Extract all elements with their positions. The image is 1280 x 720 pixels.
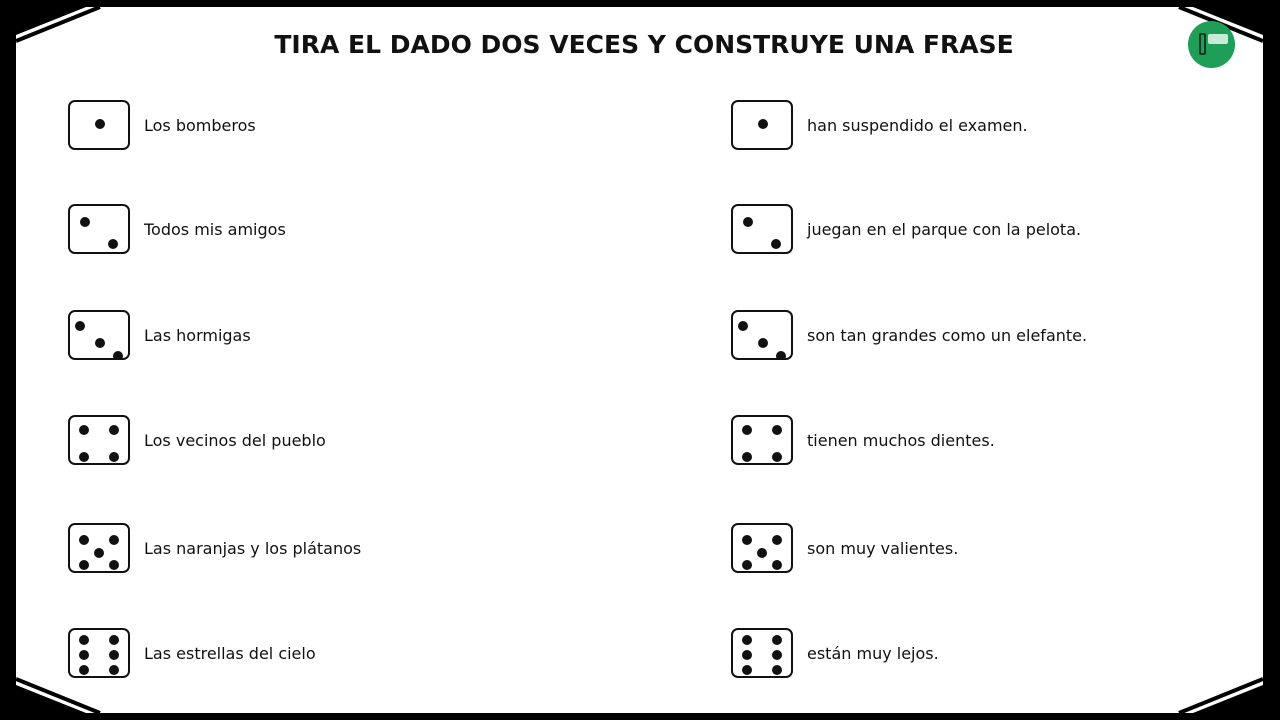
die-face-3 <box>68 310 130 360</box>
die-pip <box>772 650 782 660</box>
die-face-1 <box>68 100 130 150</box>
subject-row <box>68 627 316 679</box>
die-pip <box>79 425 89 435</box>
die-pip <box>79 560 89 570</box>
phrase-text: son tan grandes como un elefante. <box>807 325 1088 345</box>
phrase-text: Todos mis amigos <box>144 219 286 239</box>
die-pip <box>772 535 782 545</box>
die-pip <box>776 351 786 360</box>
phrase-text: Los bomberos <box>144 115 256 135</box>
die-pip <box>772 452 782 462</box>
page-title: TIRA EL DADO DOS VECES Y CONSTRUYE UNA FRASE <box>274 30 1014 59</box>
die-pip <box>94 548 104 558</box>
die-pip <box>79 635 89 645</box>
predicate-row <box>731 414 995 466</box>
die-pip <box>113 351 123 360</box>
subject-row <box>68 309 251 361</box>
phrase-text: Las naranjas y los plátanos <box>144 538 362 558</box>
phrase-text: están muy lejos. <box>807 643 939 663</box>
die-pip <box>75 321 85 331</box>
die-pips <box>70 417 130 465</box>
die-pip <box>758 338 768 348</box>
die-pip <box>109 665 119 675</box>
die-pip <box>757 548 767 558</box>
die-pip <box>742 535 752 545</box>
die-face-1 <box>731 100 793 150</box>
subject-row <box>68 99 256 151</box>
die-pips <box>733 102 793 150</box>
die-pips <box>70 312 130 360</box>
die-pips <box>733 630 793 678</box>
die-pip <box>742 665 752 675</box>
die-pip <box>772 425 782 435</box>
predicate-row <box>731 522 958 574</box>
corner-stripes-decoration <box>1173 673 1263 713</box>
phrase-text: Los vecinos del pueblo <box>144 430 326 450</box>
die-pip <box>80 217 90 227</box>
die-pip <box>771 239 781 249</box>
die-pip <box>109 560 119 570</box>
die-pips <box>70 525 130 573</box>
die-pips <box>733 417 793 465</box>
die-pip <box>772 560 782 570</box>
die-face-5 <box>68 523 130 573</box>
logo-lettering <box>1208 34 1228 44</box>
phrase-text: Las hormigas <box>144 325 251 345</box>
phrase-text: han suspendido el examen. <box>807 115 1028 135</box>
phrase-text: tienen muchos dientes. <box>807 430 995 450</box>
phrase-text: Las estrellas del cielo <box>144 643 316 663</box>
die-face-4 <box>68 415 130 465</box>
die-pips <box>70 630 130 678</box>
die-face-5 <box>731 523 793 573</box>
die-pip <box>79 452 89 462</box>
die-pip <box>772 635 782 645</box>
die-pip <box>109 452 119 462</box>
die-pip <box>109 535 119 545</box>
die-pips <box>70 102 130 150</box>
die-pip <box>95 338 105 348</box>
die-pip <box>109 650 119 660</box>
brand-logo <box>1188 21 1235 68</box>
predicate-row <box>731 309 1087 361</box>
die-pip <box>742 650 752 660</box>
pencil-icon <box>1199 33 1206 55</box>
die-pip <box>742 425 752 435</box>
die-face-6 <box>68 628 130 678</box>
corner-stripes-decoration <box>16 673 106 713</box>
subject-row <box>68 203 286 255</box>
phrase-text: son muy valientes. <box>807 538 959 558</box>
die-pips <box>733 312 793 360</box>
die-pips <box>733 206 793 254</box>
predicate-row <box>731 203 1081 255</box>
die-pip <box>742 452 752 462</box>
die-pips <box>70 206 130 254</box>
die-pip <box>742 560 752 570</box>
predicate-row <box>731 99 1028 151</box>
die-pip <box>109 425 119 435</box>
die-face-2 <box>731 204 793 254</box>
die-face-2 <box>68 204 130 254</box>
die-pip <box>109 635 119 645</box>
die-pip <box>79 665 89 675</box>
die-pip <box>743 217 753 227</box>
die-pip <box>742 635 752 645</box>
die-pip <box>772 665 782 675</box>
die-pip <box>79 535 89 545</box>
die-pip <box>95 119 105 129</box>
die-pip <box>79 650 89 660</box>
phrase-text: juegan en el parque con la pelota. <box>807 219 1082 239</box>
die-face-3 <box>731 310 793 360</box>
die-face-6 <box>731 628 793 678</box>
die-pip <box>738 321 748 331</box>
die-pip <box>108 239 118 249</box>
subject-row <box>68 522 361 574</box>
die-pips <box>733 525 793 573</box>
predicate-row <box>731 627 939 679</box>
subject-row <box>68 414 326 466</box>
die-pip <box>758 119 768 129</box>
die-face-4 <box>731 415 793 465</box>
